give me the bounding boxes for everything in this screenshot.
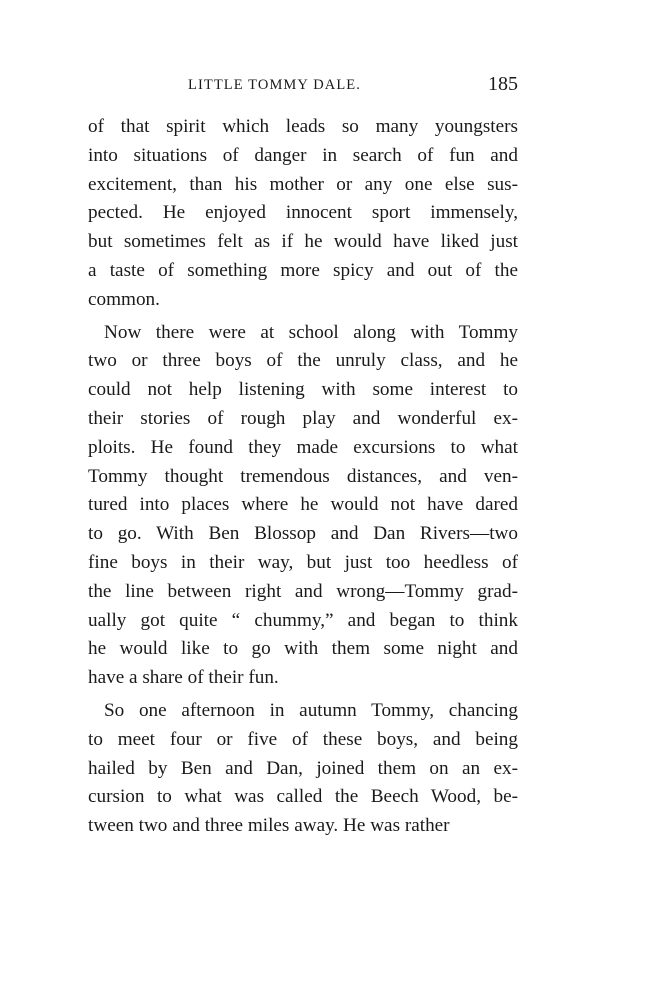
text-line: two or three boys of the unruly class, and he	[88, 350, 518, 372]
text-line: have a share of their fun.	[88, 667, 279, 689]
text-line: their stories of rough play and wonderful ex-	[88, 407, 518, 429]
text-line: to meet four or five of these boys, and being	[88, 728, 518, 750]
running-title: LITTLE TOMMY DALE.	[188, 77, 361, 93]
paragraph	[88, 697, 518, 841]
running-head	[88, 73, 518, 99]
paragraph	[88, 319, 518, 693]
body-text	[88, 113, 518, 841]
text-line: Tommy thought tremendous distances, and ven-	[88, 465, 518, 487]
text-line: ually got quite “ chummy,” and began to think	[88, 609, 518, 631]
text-line: the line between right and wrong—Tommy grad-	[88, 580, 518, 602]
text-line: So one afternoon in autumn Tommy, chancing	[104, 699, 518, 721]
text-line: could not help listening with some interest to	[88, 379, 518, 401]
text-line: common.	[88, 288, 160, 310]
text-line: tween two and three miles away. He was rather	[88, 815, 450, 837]
text-line: of that spirit which leads so many youngsters	[88, 116, 518, 137]
paragraph	[88, 113, 518, 315]
text-line: pected. He enjoyed innocent sport immensely,	[88, 202, 518, 224]
text-line: ploits. He found they made excursions to what	[88, 436, 518, 458]
text-line: into situations of danger in search of fun and	[88, 144, 518, 166]
text-line: he would like to go with them some night and	[88, 638, 518, 660]
page-number: 185	[488, 73, 518, 95]
text-line: cursion to what was called the Beech Wood, be-	[88, 786, 518, 808]
text-line: excitement, than his mother or any one else sus-	[88, 173, 518, 195]
text-line: fine boys in their way, but just too heedless of	[88, 551, 518, 573]
text-line: hailed by Ben and Dan, joined them on an ex-	[88, 757, 518, 779]
text-line: a taste of something more spicy and out of the	[88, 259, 518, 281]
text-line: tured into places where he would not have dared	[88, 494, 518, 516]
text-line: Now there were at school along with Tommy	[104, 321, 518, 343]
text-line: to go. With Ben Blossop and Dan Rivers—two	[88, 523, 518, 545]
text-line: but sometimes felt as if he would have liked just	[88, 231, 518, 253]
